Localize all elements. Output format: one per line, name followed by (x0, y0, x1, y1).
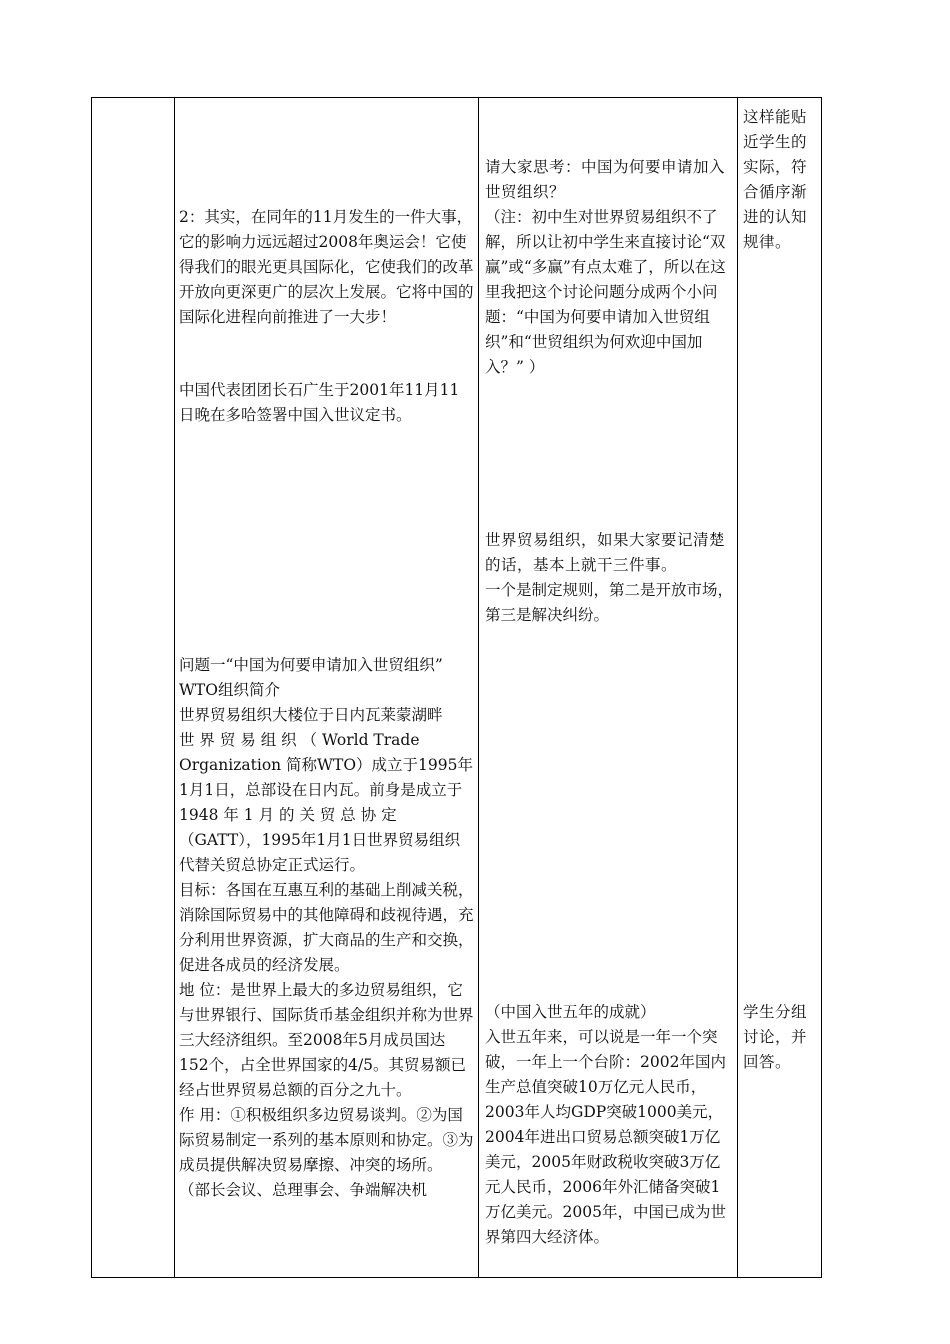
content-paragraph: 世界贸易组织，如果大家要记清楚的话，基本上就干三件事。 (485, 531, 726, 574)
content-paragraph: 2：其实，在同年的11月发生的一件大事，它的影响力远远超过2008年奥运会！它使得我们的眼光更具国际化，它使我们的改革开放向更深更广的层次上发展。它将中国的国际化进程向前推进了一大步！ (179, 208, 474, 326)
column-divider (478, 98, 479, 1277)
content-paragraph: 世 界 贸 易 组 织 （ World Trade Organization 简称WTO）成立于1995年1月1日，总部设在日内瓦。前身是成立于 1948 年 1 月 的 关 贸 总 协 定（GATT），1995年1月1日世界贸易组织代替关贸总协定正式运行。 (179, 731, 473, 874)
lesson-plan-table (91, 97, 822, 1278)
content-paragraph: 中国代表团团长石广生于2001年11月11日晚在多哈签署中国入世议定书。 (179, 381, 460, 424)
content-block-doha (179, 378, 474, 428)
content-paragraph: 入世五年来，可以说是一年一个突破，一年上一个台阶：2002年国内生产总值突破10万亿元人民币，2003年人均GDP突破1000美元，2004年进出口贸易总额突破1万亿美元，2005年财政税收突破3万亿元人民币，2006年外汇储备突破1万亿美元。2005年，中国已成为世界第四大经济体。 (485, 1028, 726, 1246)
design-note: 学生分组讨论，并回答。 (743, 1003, 808, 1071)
column-divider (737, 98, 738, 1277)
design-note: 这样能贴近学生的实际，符合循序渐进的认知规律。 (743, 108, 808, 251)
section-subtitle: WTO组织简介 (179, 681, 280, 699)
question-title: 问题一“中国为何要申请加入世贸组织” (179, 656, 443, 674)
activity-block-question (485, 155, 735, 380)
student-activity-block (743, 1000, 821, 1075)
teacher-note: （注：初中生对世界贸易组织不了解，所以让初中学生来直接讨论“双赢”或“多赢”有点太难了，所以在这里我把这个讨论问题分成两个小问题：“中国为何要申请加入世贸组织”和“世贸组织为何欢迎中国加入？” ） (485, 208, 726, 376)
content-block-olympics (179, 205, 474, 330)
content-paragraph: 作 用：①积极组织多边贸易谈判。②为国际贸易制定一系列的基本原则和协定。③为成员提供解决贸易摩擦、冲突的场所。 (179, 1106, 474, 1174)
content-block-wto (179, 653, 474, 1203)
activity-block-wto-functions (485, 528, 735, 628)
content-paragraph: 世界贸易组织大楼位于日内瓦莱蒙湖畔 (179, 706, 443, 724)
activity-block-achievements (485, 1000, 735, 1250)
column-divider (174, 98, 175, 1277)
discussion-question: 请大家思考：中国为何要申请加入世贸组织？ (485, 158, 726, 201)
content-paragraph: 目标：各国在互惠互利的基础上削减关税，消除国际贸易中的其他障碍和歧视待遇，充分利用世界资源，扩大商品的生产和交换，促进各成员的经济发展。 (179, 881, 474, 974)
content-paragraph: 地 位：是世界上最大的多边贸易组织，它与世界银行、国际货币基金组织并称为世界三大经济组织。至2008年5月成员国达152个，占全世界国家的4/5。其贸易额已经占世界贸易总额的百分之九十。 (179, 981, 474, 1099)
content-paragraph: （部长会议、总理事会、争端解决机 (179, 1181, 428, 1199)
section-subtitle: （中国入世五年的成就） (485, 1003, 656, 1021)
design-note-block (743, 105, 821, 255)
content-paragraph: 一个是制定规则，第二是开放市场，第三是解决纠纷。 (485, 581, 734, 624)
